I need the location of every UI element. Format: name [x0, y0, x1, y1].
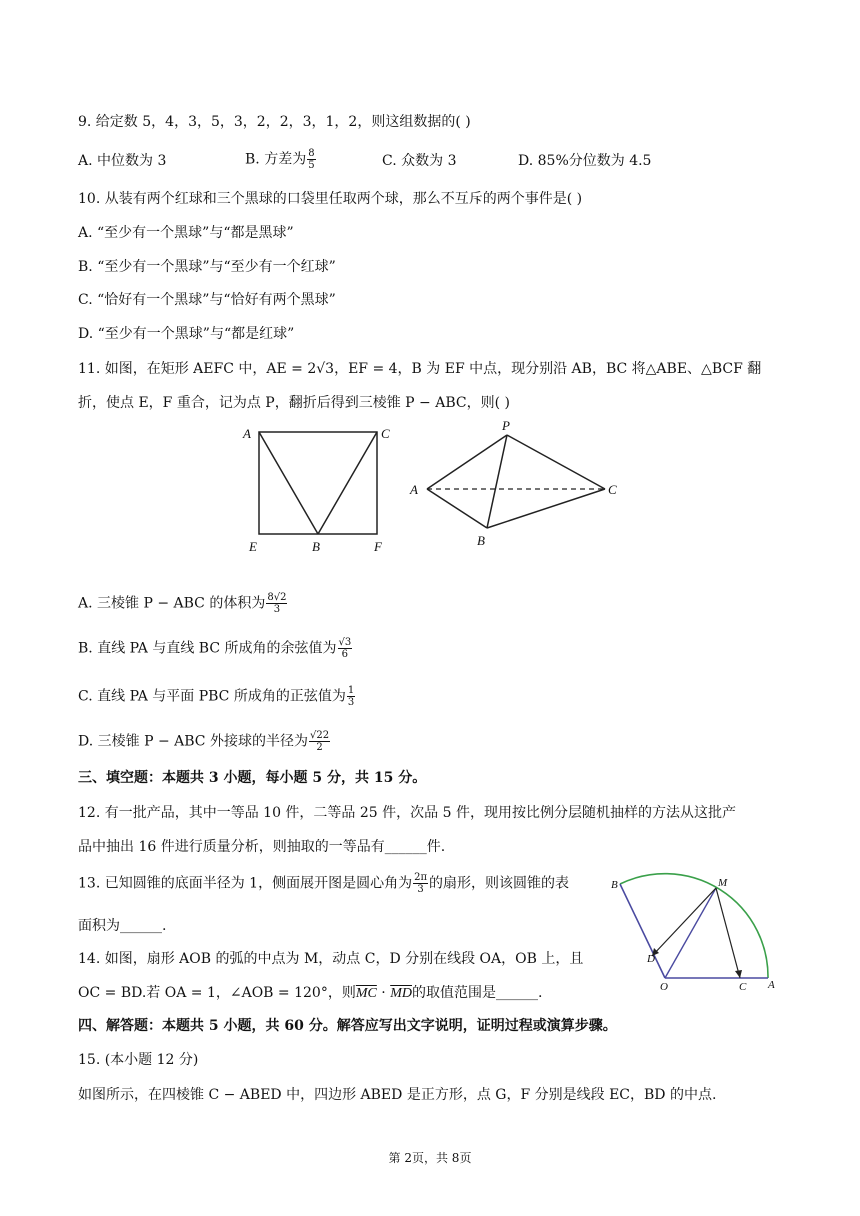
q13-line2: 面积为______. [78, 918, 167, 934]
fig-label-c: C [739, 981, 747, 993]
q11-line1: 11. 如图，在矩形 AEFC 中，AE = 2√3，EF = 4，B 为 EF 中点，现分别沿 AB，BC 将△ABE、△BCF 翻 [78, 361, 762, 377]
edge-bc [487, 489, 605, 528]
q14-line1: 14. 如图，扇形 AOB 的弧的中点为 M，动点 C，D 分别在线段 OA，OB 上，且 [78, 951, 584, 967]
q13-line1 [78, 872, 569, 895]
q9-option-a: A. 中位数为 3 [78, 153, 167, 169]
q11-option-b-fraction [338, 637, 353, 660]
q11-option-c [78, 685, 356, 708]
q9-option-b-fraction [307, 148, 315, 171]
rect-aefc [259, 432, 377, 534]
frac-num: √22 [309, 730, 330, 741]
q15-heading: 15. (本小题 12 分) [78, 1052, 199, 1068]
fig1-label-a: A [243, 426, 251, 441]
frac-den: 5 [308, 160, 315, 171]
q14-line2-suffix: 的取值范围是______. [411, 985, 543, 1001]
q10-option-a: A. “至少有一个黑球”与“都是黑球” [78, 225, 294, 241]
edge-ab [427, 489, 487, 528]
fig2-label-a: A [410, 482, 418, 497]
page-footer: 第 2页，共 8页 [388, 1151, 472, 1165]
q11-option-a-text: A. 三棱锥 P − ABC 的体积为 [78, 595, 266, 612]
q15-line1: 如图所示，在四棱锥 C − ABED 中，四边形 ABED 是正方形，点 G，F 分别是线段 EC，BD 的中点. [78, 1087, 717, 1103]
fig2-label-b: B [477, 533, 485, 548]
q10-option-b: B. “至少有一个黑球”与“至少有一个红球” [78, 259, 336, 275]
q10-stem: 10. 从装有两个红球和三个黑球的口袋里任取两个球，那么不互斥的两个事件是( ) [78, 191, 583, 207]
frac-num: 2π [414, 872, 428, 883]
section4-heading: 四、解答题：本题共 5 小题，共 60 分。解答应写出文字说明，证明过程或演算步骤。 [78, 1018, 617, 1034]
frac-num: 1 [347, 685, 355, 696]
q11-option-b [78, 637, 353, 660]
segment-bc [318, 432, 377, 534]
frac-den: 3 [417, 884, 424, 895]
edge-pb [487, 435, 507, 528]
q11-option-b-text: B. 直线 PA 与直线 BC 所成角的余弦值为 [78, 640, 337, 657]
fig2-label-p: P [502, 418, 510, 433]
fig-label-o: O [660, 981, 668, 993]
q11-pyramid-figure [405, 418, 645, 553]
edge-pa [427, 435, 507, 489]
q9-stem: 9. 给定数 5，4，3，5，3，2，2，3，1，2，则这组数据的( ) [78, 114, 471, 130]
fig-label-m: M [718, 877, 728, 889]
q9-option-b [245, 148, 317, 171]
frac-num: 8 [308, 148, 315, 159]
q12-line2: 品中抽出 16 件进行质量分析，则抽取的一等品有______件. [78, 839, 446, 855]
q14-sector-figure [608, 872, 788, 992]
q13-line1-suffix: 的扇形，则该圆锥的表 [429, 875, 570, 892]
q14-line2 [78, 983, 542, 1004]
frac-den: 6 [341, 649, 349, 660]
q11-option-c-text: C. 直线 PA 与平面 PBC 所成角的正弦值为 [78, 688, 346, 705]
frac-num: √3 [338, 637, 352, 648]
q14-line2-prefix: OC = BD.若 OA = 1，∠AOB = 120°，则 [78, 985, 356, 1001]
frac-num: 8√2 [267, 592, 287, 603]
section3-heading: 三、填空题：本题共 3 小题，每小题 5 分，共 15 分。 [78, 770, 427, 786]
fig-label-a: A [768, 979, 775, 991]
fig1-label-f: F [374, 539, 382, 554]
q9-option-b-text: B. 方差为 [245, 151, 307, 168]
q11-line2: 折，使点 E，F 重合，记为点 P，翻折后得到三棱锥 P − ABC，则( ) [78, 395, 510, 411]
frac-den: 3 [347, 697, 355, 708]
radius-ob [620, 884, 665, 978]
fig-label-d: D [647, 953, 655, 965]
q10-option-d: D. “至少有一个黑球”与“都是红球” [78, 326, 295, 342]
q11-rectangle-figure [240, 420, 400, 555]
vector-md: $\overline{MD}$ [390, 986, 412, 1001]
vector-mc: $\overline{MC}$ [355, 986, 377, 1001]
q11-option-d [78, 730, 331, 753]
q11-option-a-fraction [266, 592, 287, 615]
q11-option-a [78, 592, 288, 615]
q11-option-d-text: D. 三棱锥 P − ABC 外接球的半径为 [78, 733, 308, 750]
q13-line1-prefix: 13. 已知圆锥的底面半径为 1，侧面展开图是圆心角为 [78, 875, 413, 892]
fig-label-b: B [611, 879, 618, 891]
q12-line1: 12. 有一批产品，其中一等品 10 件，二等品 25 件，次品 5 件，现用按比例分层随机抽样的方法从这批产 [78, 805, 736, 821]
fig2-label-c: C [608, 482, 617, 497]
segment-om [665, 888, 716, 978]
q11-option-d-fraction [309, 730, 330, 753]
q10-option-c: C. “恰好有一个黑球”与“恰好有两个黑球” [78, 292, 336, 308]
fig1-label-b: B [312, 539, 320, 554]
frac-den: 3 [273, 604, 281, 615]
q9-option-d: D. 85%分位数为 4.5 [518, 153, 652, 169]
arrowhead-c [735, 970, 742, 978]
q13-fraction [413, 872, 428, 895]
q9-option-c: C. 众数为 3 [382, 153, 457, 169]
frac-den: 2 [316, 742, 323, 753]
segment-ab [259, 432, 318, 534]
edge-pc [507, 435, 605, 489]
dot-operator: · [376, 985, 391, 1001]
q11-option-c-fraction [347, 685, 355, 708]
fig1-label-e: E [249, 539, 257, 554]
fig1-label-c: C [381, 426, 390, 441]
